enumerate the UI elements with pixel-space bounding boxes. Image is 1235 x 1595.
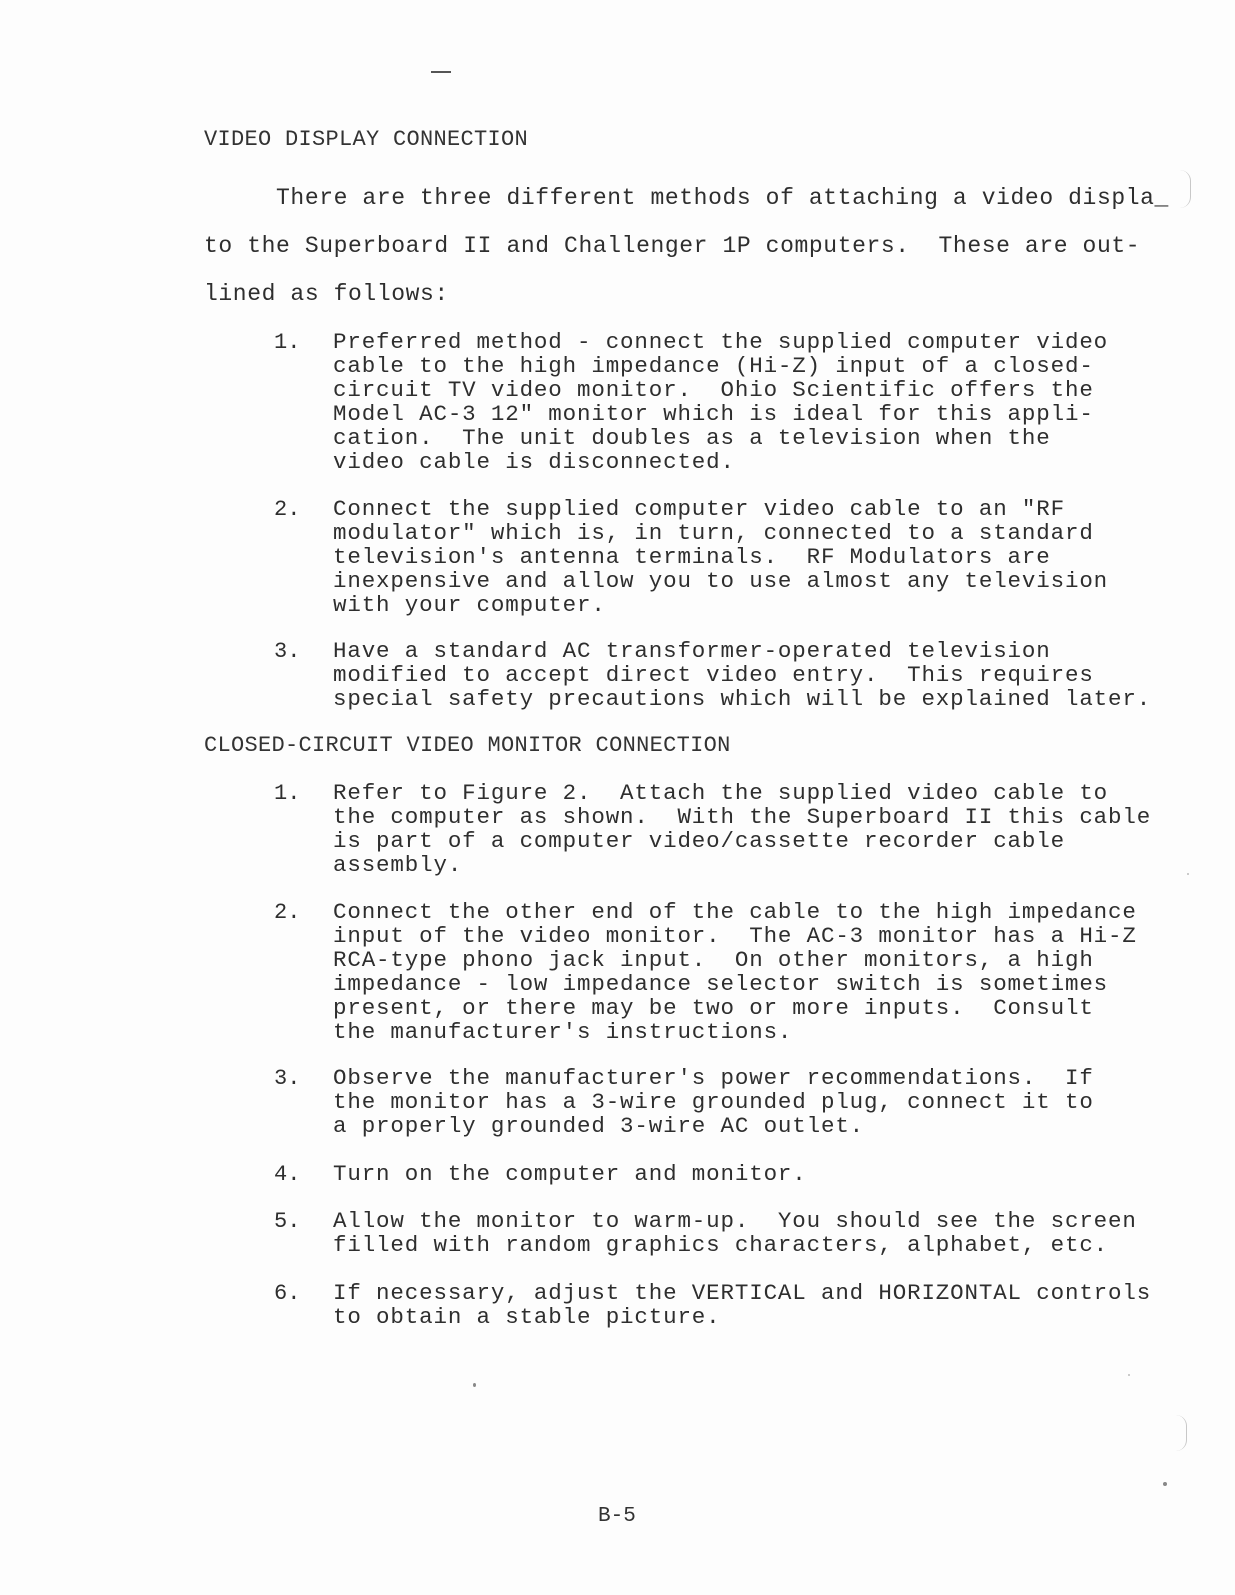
item-line: cable to the high impedance (Hi-Z) input of a closed- [333,353,1094,379]
item-line: cation. The unit doubles as a television when the [333,425,1051,451]
item-line: modulator" which is, in turn, connected to a standard [333,520,1094,546]
item-number: 2. [274,497,301,522]
edge-mark [1176,1415,1187,1451]
item-line: Observe the manufacturer's power recommendations. If [333,1065,1094,1091]
item-line: Allow the monitor to warm-up. You should see the screen [333,1208,1137,1234]
scan-speck [1128,1374,1130,1376]
item-line: is part of a computer video/cassette recorder cable [333,828,1065,854]
item-line: Turn on the computer and monitor. [333,1161,807,1187]
intro-line-2: to the Superboard II and Challenger 1P computers. These are out- [204,233,1141,259]
item-line: inexpensive and allow you to use almost any television [333,568,1109,594]
item-line: Connect the other end of the cable to the high impedance [333,899,1137,925]
item-line: television's antenna terminals. RF Modulators are [333,544,1051,570]
item-line: Refer to Figure 2. Attach the supplied video cable to [333,780,1109,806]
item-number: 5. [274,1209,301,1234]
scan-speck [473,1383,476,1387]
item-line: the computer as shown. With the Superboard II this cable [333,804,1152,830]
item-line: to obtain a stable picture. [333,1304,721,1330]
section-heading-video-display: VIDEO DISPLAY CONNECTION [204,127,529,152]
item-number: 6. [274,1281,301,1306]
item-line: RCA-type phono jack input. On other monitors, a high [333,947,1094,973]
item-line: Have a standard AC transformer-operated television [333,638,1051,664]
item-line: with your computer. [333,592,606,618]
item-number: 3. [274,1066,301,1091]
item-line: Connect the supplied computer video cable to an "RF [333,496,1065,522]
intro-line-3: lined as follows: [204,281,449,307]
item-line: circuit TV video monitor. Ohio Scientific offers the [333,377,1094,403]
edge-mark [1180,170,1191,208]
intro-line-1: There are three different methods of attaching a video displa_ [204,185,1169,211]
item-number: 1. [274,330,301,355]
item-number: 2. [274,900,301,925]
section-heading-cctv-monitor: CLOSED-CIRCUIT VIDEO MONITOR CONNECTION [204,733,731,758]
item-number: 3. [274,639,301,664]
item-line: impedance - low impedance selector switch is sometimes [333,971,1109,997]
item-line: the manufacturer's instructions. [333,1019,793,1045]
scan-speck [1163,1482,1167,1486]
item-line: If necessary, adjust the VERTICAL and HORIZONTAL controls [333,1280,1152,1306]
item-line: Model AC-3 12" monitor which is ideal for this appli- [333,401,1094,427]
top-dash-mark [431,71,451,73]
page-number: B-5 [598,1505,636,1528]
item-line: present, or there may be two or more inputs. Consult [333,995,1094,1021]
item-line: input of the video monitor. The AC-3 monitor has a Hi-Z [333,923,1137,949]
item-line: special safety precautions which will be explained later. [333,686,1152,712]
item-line: filled with random graphics characters, alphabet, etc. [333,1232,1109,1258]
item-line: a properly grounded 3-wire AC outlet. [333,1113,865,1139]
item-number: 1. [274,781,301,806]
item-line: modified to accept direct video entry. This requires [333,662,1094,688]
item-line: assembly. [333,852,463,878]
scan-speck [1187,873,1189,875]
item-line: the monitor has a 3-wire grounded plug, connect it to [333,1089,1094,1115]
item-line: Preferred method - connect the supplied computer video [333,329,1109,355]
item-line: video cable is disconnected. [333,449,735,475]
item-number: 4. [274,1162,301,1187]
